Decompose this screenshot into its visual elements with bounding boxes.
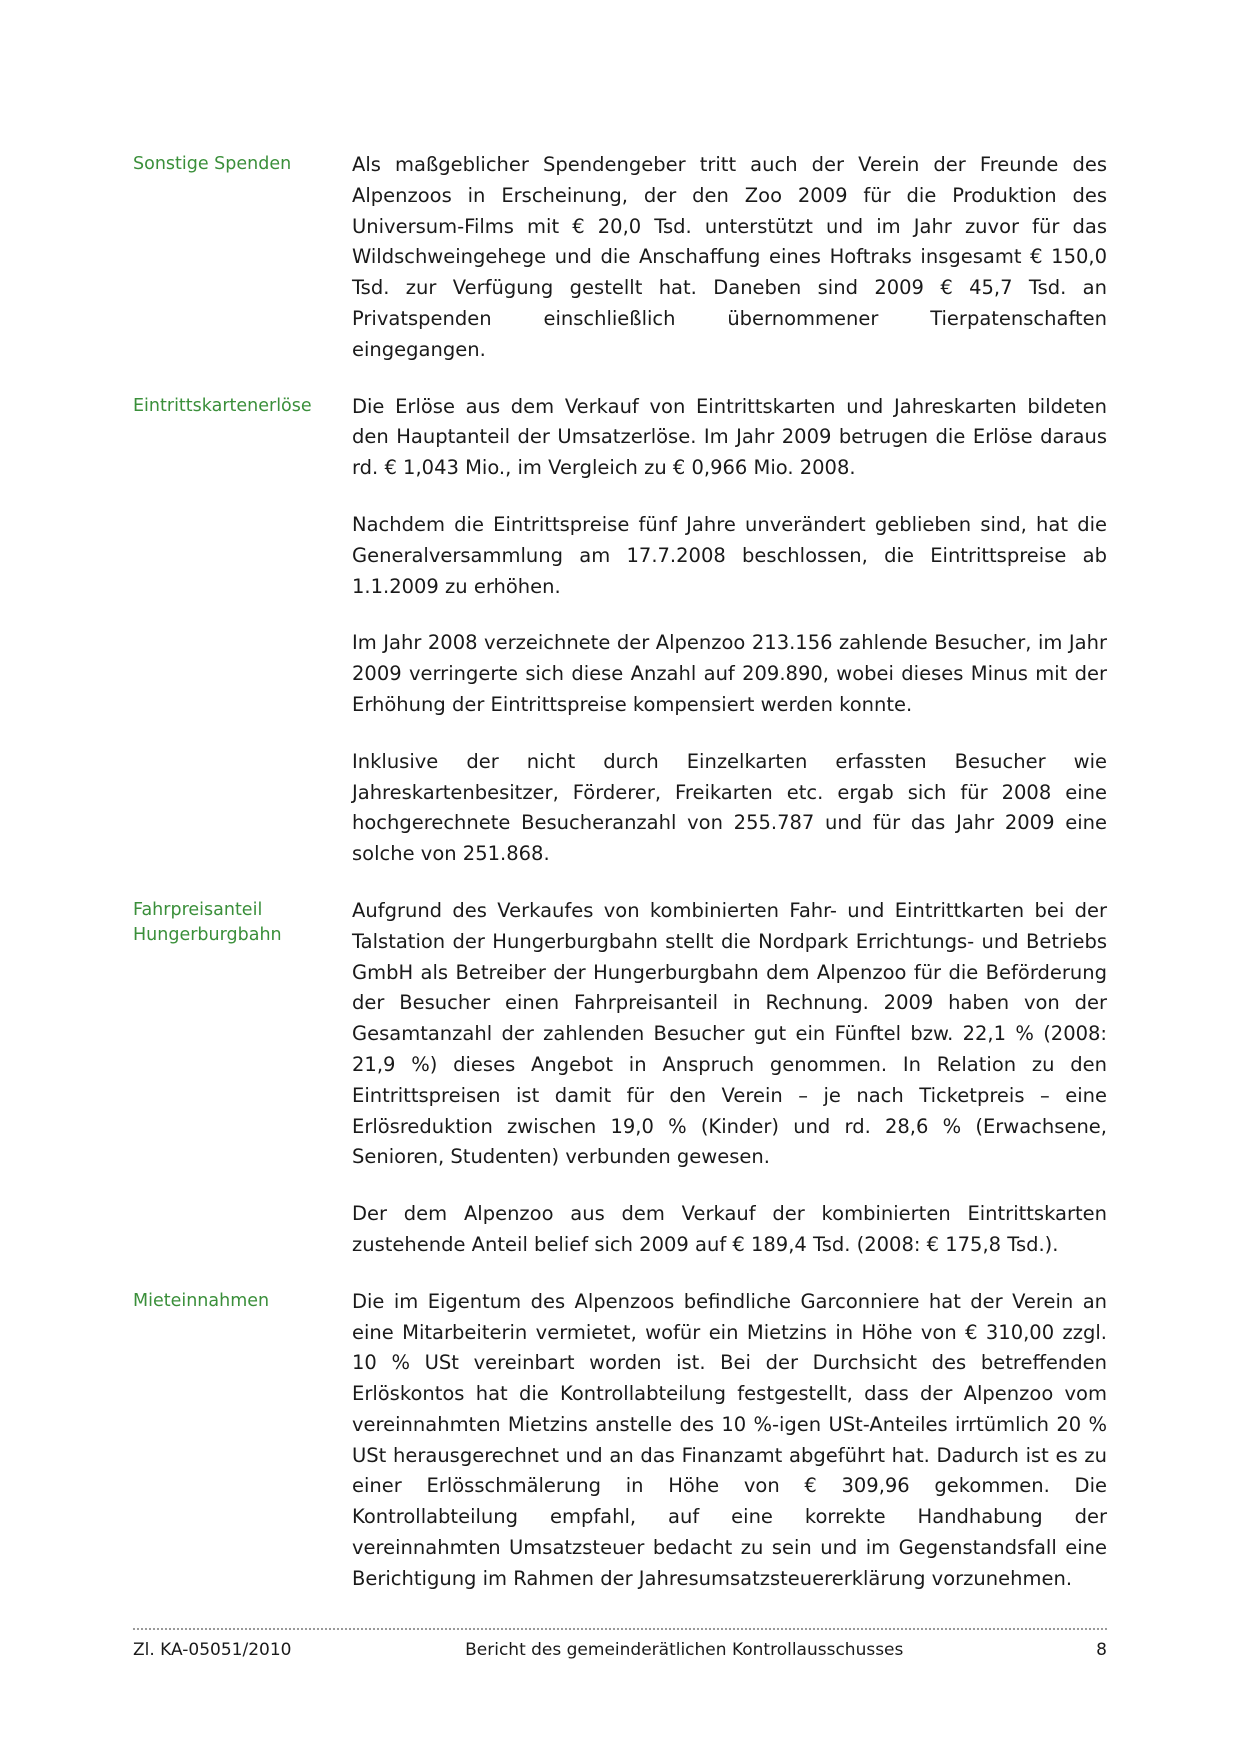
- page-content: [133, 150, 1107, 1621]
- paragraph: Der dem Alpenzoo aus dem Verkauf der kombinierten Eintrittskarten zustehende Anteil belief sich 2009 auf € 189,4 Tsd. (2008: € 175,8 Tsd.).: [352, 1202, 1107, 1256]
- paragraph: Aufgrund des Verkaufes von kombinierten Fahr- und Eintrittkarten bei der Talstation der Hungerburgbahn stellt die Nordpark Errichtungs- und Betriebs GmbH als Betreiber der Hungerburgbahn dem Alpenzoo für die Beförderung der Besucher einen Fahrpreisanteil in Rechnung. 2009 haben von der Gesamtanzahl der zahlenden Besucher gut ein Fünftel bzw. 22,1 % (2008: 21,9 %) dieses Angebot in Anspruch genommen. In Relation zu den Eintrittspreisen ist damit für den Verein – je nach Ticketpreis – eine Erlösreduktion zwischen 19,0 % (Kinder) und rd. 28,6 % (Erwachsene, Senioren, Studenten) verbunden gewesen.: [352, 898, 1107, 1169]
- document-section: [133, 392, 1107, 896]
- paragraph: Inklusive der nicht durch Einzelkarten erfassten Besucher wie Jahreskartenbesitzer, Förderer, Freikarten etc. ergab sich für 2008 eine hochgerechnete Besucheranzahl von 255.787 und für das Jahr 2009 eine solche von 251.868.: [352, 749, 1107, 866]
- section-body: [352, 1287, 1107, 1621]
- paragraph: Die im Eigentum des Alpenzoos befindliche Garconniere hat der Verein an eine Mitarbeiterin vermietet, wofür ein Mietzins in Höhe von € 310,00 zzgl. 10 % USt vereinbart worden ist. Bei der Durchsicht des betreffenden Erlöskontos hat die Kontrollabteilung festgestellt, dass der Alpenzoo vom vereinnahmten Mietzins anstelle des 10 %-igen USt-Anteiles irrtümlich 20 % USt herausgerechnet und an das Finanzamt abgeführt hat. Dadurch ist es zu einer Erlösschmälerung in Höhe von € 309,96 gekommen. Die Kontrollabteilung empfahl, auf eine korrekte Handhabung der vereinnahmten Umsatzsteuer bedacht zu sein und im Gegenstandsfall eine Berichtigung im Rahmen der Jahresumsatzsteuererklärung vorzunehmen.: [352, 1289, 1107, 1590]
- footer-reference: Zl. KA-05051/2010: [133, 1640, 292, 1660]
- section-margin-label: Mieteinnahmen: [133, 1290, 270, 1311]
- document-section: [133, 896, 1107, 1287]
- footer-divider: [133, 1628, 1107, 1630]
- section-margin-label: Sonstige Spenden: [133, 154, 292, 174]
- section-margin-label: Eintrittskartenerlöse: [133, 395, 312, 416]
- footer-title: Bericht des gemeinderätlichen Kontrollausschusses: [465, 1640, 904, 1660]
- paragraph: Als maßgeblicher Spendengeber tritt auch der Verein der Freunde des Alpenzoos in Erscheinung, der den Zoo 2009 für die Produktion des Universum-Films mit € 20,0 Tsd. unterstützt und im Jahr zuvor für das Wildschweingehege und die Anschaffung eines Hoftraks insgesamt € 150,0 Tsd. zur Verfügung gestellt hat. Daneben sind 2009 € 45,7 Tsd. an Privatspenden einschließlich übernommener Tierpatenschaften eingegangen.: [352, 153, 1107, 361]
- document-section: [133, 150, 1107, 392]
- section-body: [352, 896, 1107, 1287]
- footer-page-number: 8: [1096, 1640, 1107, 1660]
- footer-row: [133, 1640, 1107, 1660]
- paragraph: Nachdem die Eintrittspreise fünf Jahre unverändert geblieben sind, hat die Generalversammlung am 17.7.2008 beschlossen, die Eintrittspreise ab 1.1.2009 zu erhöhen.: [352, 512, 1107, 598]
- paragraph: Die Erlöse aus dem Verkauf von Eintrittskarten und Jahreskarten bildeten den Hauptanteil der Umsatzerlöse. Im Jahr 2009 betrugen die Erlöse daraus rd. € 1,043 Mio., im Vergleich zu € 0,966 Mio. 2008.: [352, 394, 1107, 480]
- section-margin-label: Fahrpreisanteil Hungerburgbahn: [133, 899, 282, 946]
- document-section: [133, 1287, 1107, 1621]
- page-footer: [133, 1628, 1107, 1660]
- section-body: [352, 150, 1107, 392]
- section-body: [352, 392, 1107, 896]
- paragraph: Im Jahr 2008 verzeichnete der Alpenzoo 213.156 zahlende Besucher, im Jahr 2009 verringerte sich diese Anzahl auf 209.890, wobei dieses Minus mit der Erhöhung der Eintrittspreise kompensiert werden konnte.: [352, 631, 1107, 716]
